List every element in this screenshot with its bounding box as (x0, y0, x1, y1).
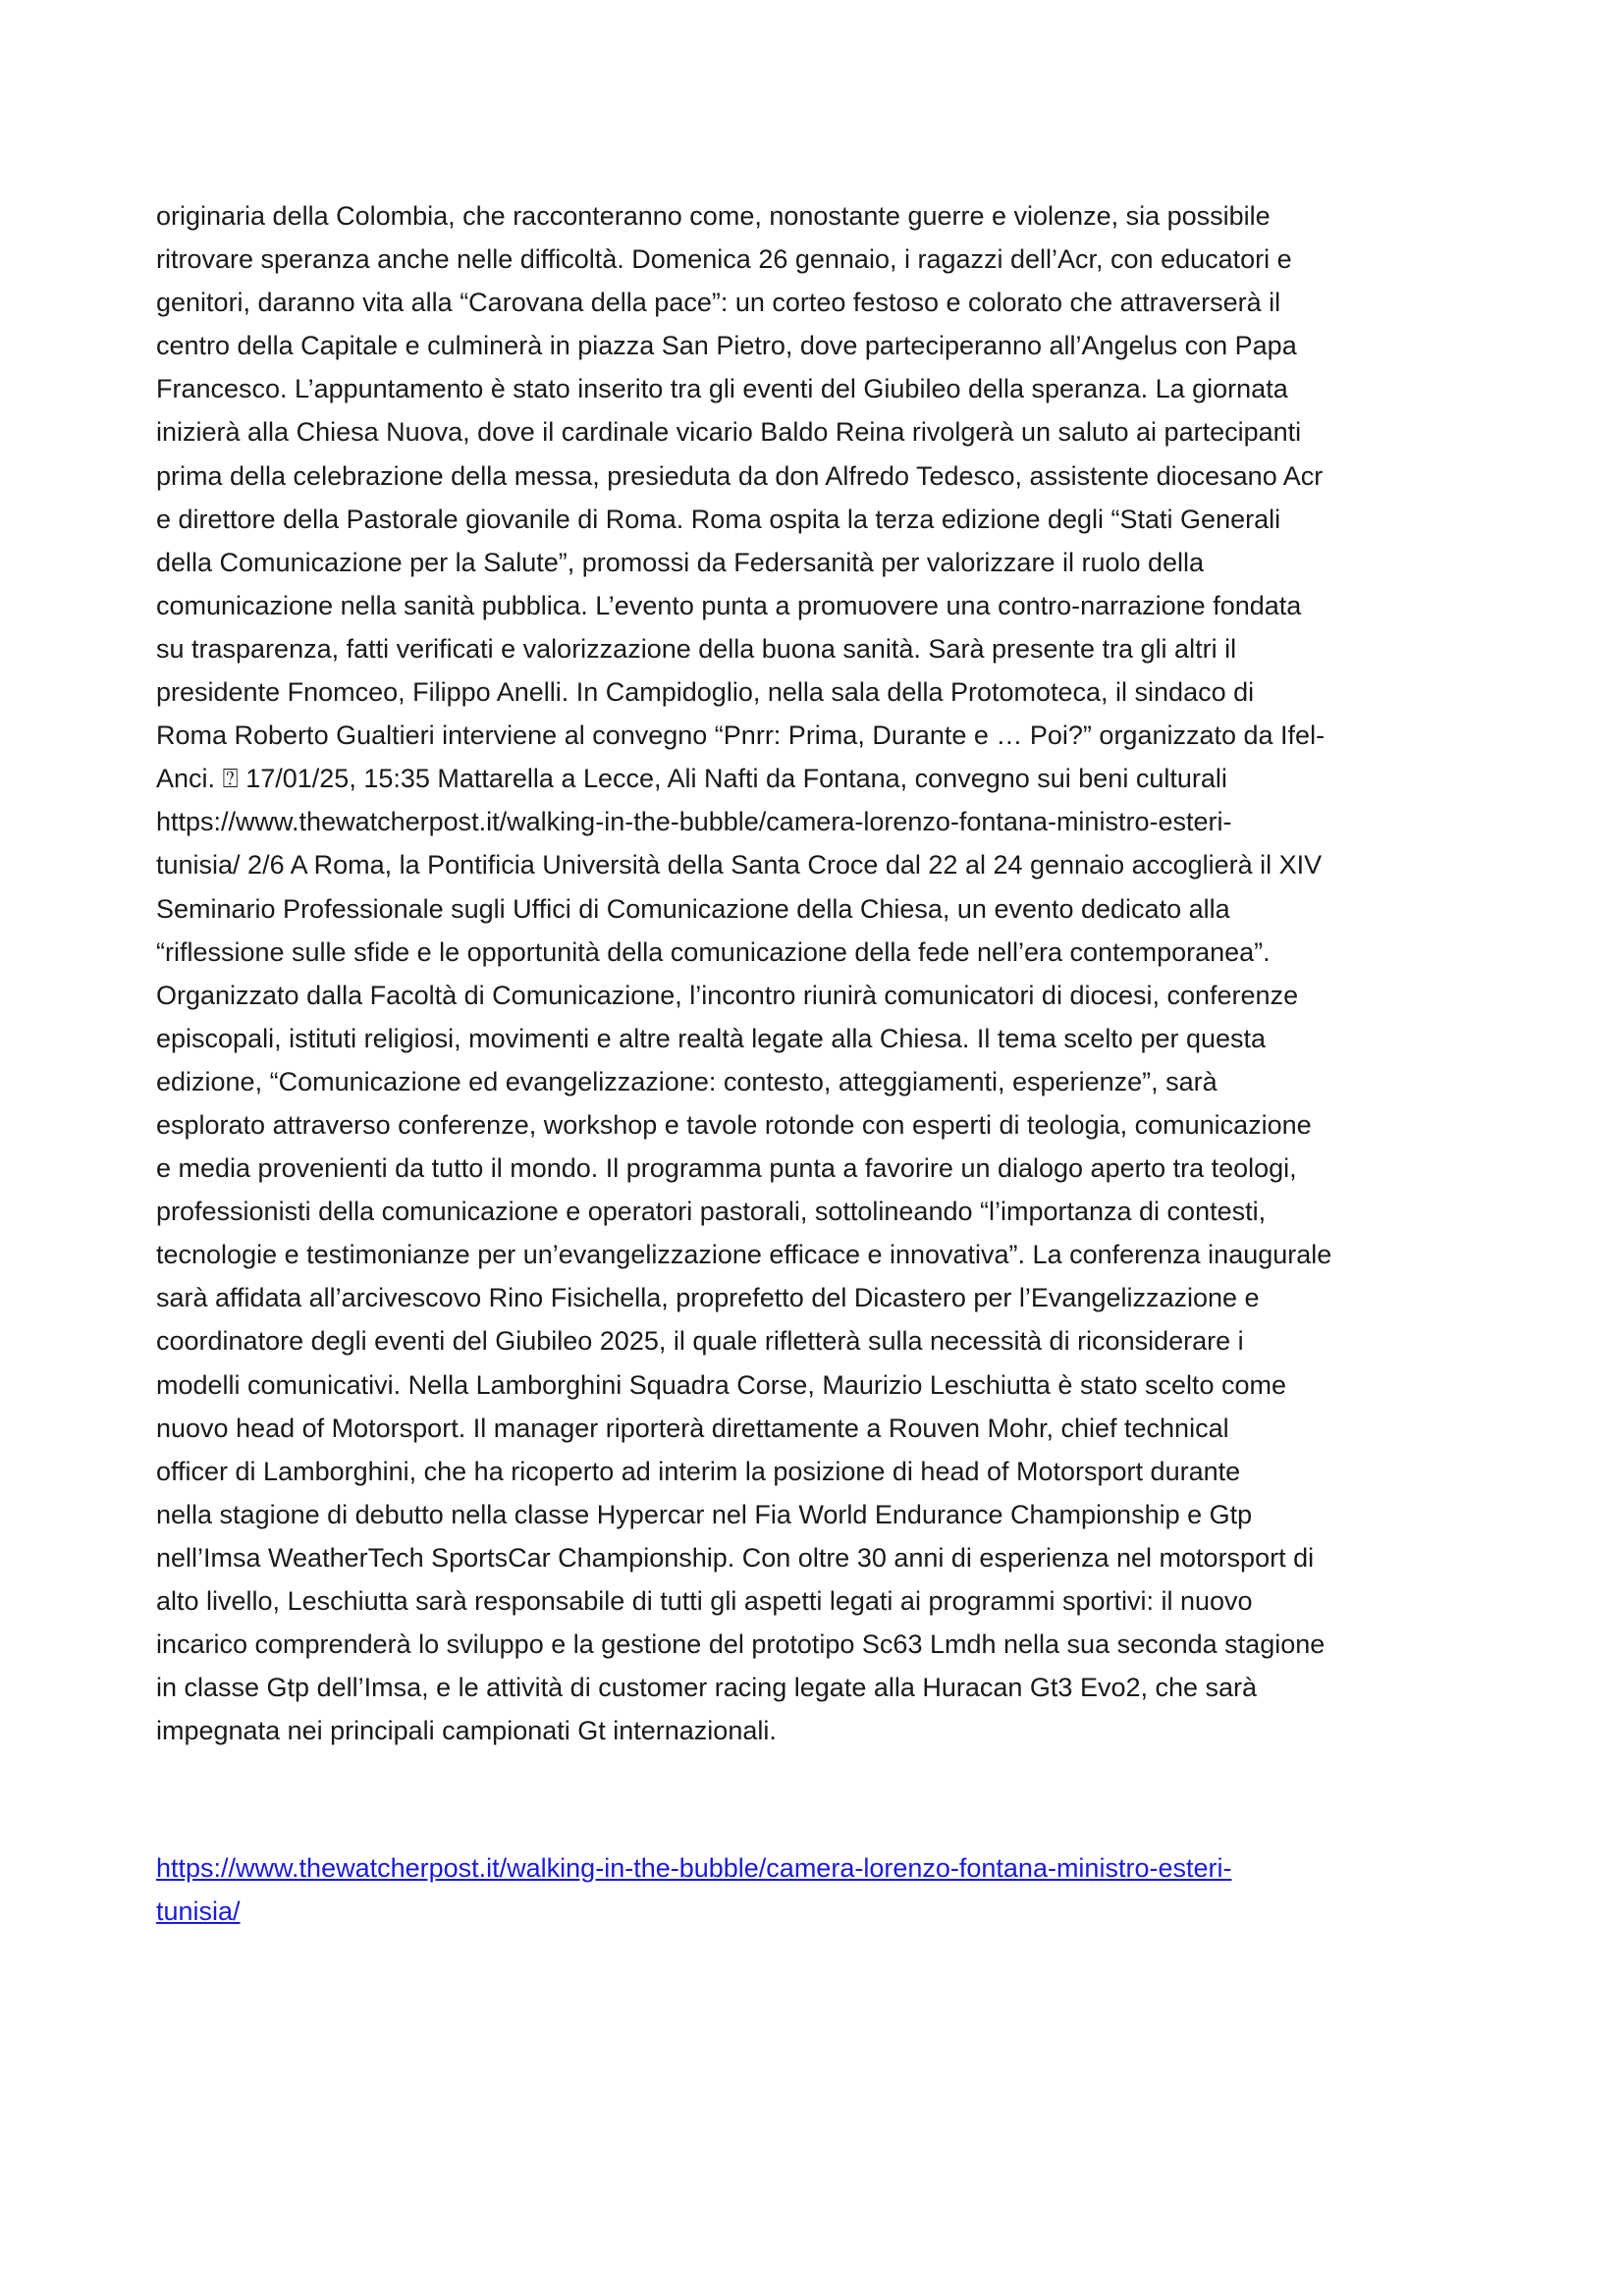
body-line: presidente Fnomceo, Filippo Anelli. In Campidoglio, nella sala della Protomoteca, il sindaco di (156, 677, 1255, 708)
body-line: in classe Gtp dell’Imsa, e le attività di customer racing legate alla Huracan Gt3 Evo2, che sarà (156, 1673, 1258, 1703)
source-link[interactable] (156, 1846, 1491, 1933)
body-line: e direttore della Pastorale giovanile di Roma. Roma ospita la terza edizione degli “Stati Generali (156, 504, 1281, 534)
body-line: inizierà alla Chiesa Nuova, dove il cardinale vicario Baldo Reina rivolgerà un saluto ai partecipanti (156, 417, 1302, 448)
body-line: Francesco. L’appuntamento è stato inserito tra gli eventi del Giubileo della speranza. La giornata (156, 374, 1288, 404)
body-line: edizione, “Comunicazione ed evangelizzazione: contesto, atteggiamenti, esperienze”, sarà (156, 1066, 1218, 1096)
body-line: nella stagione di debutto nella classe Hypercar nel Fia World Endurance Championship e Gtp (156, 1499, 1253, 1529)
source-link-line-2[interactable]: tunisia/ (156, 1896, 241, 1926)
body-line: Roma Roberto Gualtieri interviene al convegno “Pnrr: Prima, Durante e … Poi?” organizzato da Ifel- (156, 721, 1326, 751)
body-line: professionisti della comunicazione e operatori pastorali, sottolineando “l’importanza di contesti, (156, 1197, 1267, 1227)
body-line: e media provenienti da tutto il mondo. Il programma punta a favorire un dialogo aperto tra teologi, (156, 1153, 1297, 1184)
body-line: esplorato attraverso conferenze, workshop e tavole rotonde con esperti di teologia, comunicazione (156, 1109, 1312, 1140)
body-line: comunicazione nella sanità pubblica. L’evento punta a promuovere una contro-narrazione fondata (156, 590, 1302, 620)
body-line: episcopali, istituti religiosi, movimenti e altre realtà legate alla Chiesa. Il tema scelto per questa (156, 1023, 1267, 1053)
body-line: nell’Imsa WeatherTech SportsCar Championship. Con oltre 30 anni di esperienza nel motorsport di (156, 1542, 1315, 1573)
body-line: officer di Lamborghini, che ha ricoperto ad interim la posizione di head of Motorsport durante (156, 1456, 1241, 1486)
body-line: su trasparenza, fatti verificati e valorizzazione della buona sanità. Sarà presente tra gli altri il (156, 633, 1237, 664)
body-line: genitori, daranno vita alla “Carovana della pace”: un corteo festoso e colorato che attraverserà il (156, 288, 1281, 318)
body-line: modelli comunicativi. Nella Lamborghini Squadra Corse, Maurizio Leschiutta è stato scelto come (156, 1369, 1287, 1400)
body-line: tecnologie e testimonianze per un’evangelizzazione efficace e innovativa”. La conferenza inaugurale (156, 1240, 1332, 1270)
body-line: coordinatore degli eventi del Giubileo 2025, il quale rifletterà sulla necessità di riconsiderare i (156, 1326, 1244, 1357)
body-line: della Comunicazione per la Salute”, promossi da Federsanità per valorizzare il ruolo della (156, 547, 1205, 577)
body-line: nuovo head of Motorsport. Il manager riporterà direttamente a Rouven Mohr, chief technical (156, 1413, 1229, 1443)
body-line: centro della Capitale e culminerà in piazza San Pietro, dove parteciperanno all’Angelus con Papa (156, 331, 1297, 361)
body-line: ritrovare speranza anche nelle difficoltà. Domenica 26 gennaio, i ragazzi dell’Acr, con educatori e (156, 244, 1292, 275)
body-line: alto livello, Leschiutta sarà responsabile di tutti gli aspetti legati ai programmi sportivi: il nuovo (156, 1586, 1253, 1616)
body-line: tunisia/ 2/6 A Roma, la Pontificia Università della Santa Croce dal 22 al 24 gennaio accoglierà il XIV (156, 850, 1323, 881)
body-line: incarico comprenderà lo sviluppo e la gestione del prototipo Sc63 Lmdh nella sua seconda stagione (156, 1629, 1326, 1660)
body-line: “riflessione sulle sfide e le opportunità della comunicazione della fede nell’era contemporanea”. (156, 936, 1271, 967)
article-body (156, 194, 1491, 1752)
source-link-line-1[interactable]: https://www.thewatcherpost.it/walking-in-the-bubble/camera-lorenzo-fontana-ministro-esteri- (156, 1853, 1232, 1883)
body-line: Organizzato dalla Facoltà di Comunicazione, l’incontro riunirà comunicatori di diocesi, conferenze (156, 980, 1299, 1010)
body-line: impegnata nei principali campionati Gt internazionali. (156, 1716, 777, 1746)
body-line: prima della celebrazione della messa, presieduta da don Alfredo Tedesco, assistente diocesano Acr (156, 460, 1324, 491)
body-line: Anci. ⍰ 17/01/25, 15:35 Mattarella a Lecce, Ali Nafti da Fontana, convegno sui beni culturali (156, 764, 1227, 794)
body-line: Seminario Professionale sugli Uffici di Comunicazione della Chiesa, un evento dedicato alla (156, 893, 1230, 924)
body-line: https://www.thewatcherpost.it/walking-in-the-bubble/camera-lorenzo-fontana-ministro-esteri- (156, 807, 1232, 837)
body-line: originaria della Colombia, che racconteranno come, nonostante guerre e violenze, sia possibile (156, 201, 1271, 231)
body-line: sarà affidata all’arcivescovo Rino Fisichella, proprefetto del Dicastero per l’Evangelizzazione e (156, 1283, 1260, 1313)
